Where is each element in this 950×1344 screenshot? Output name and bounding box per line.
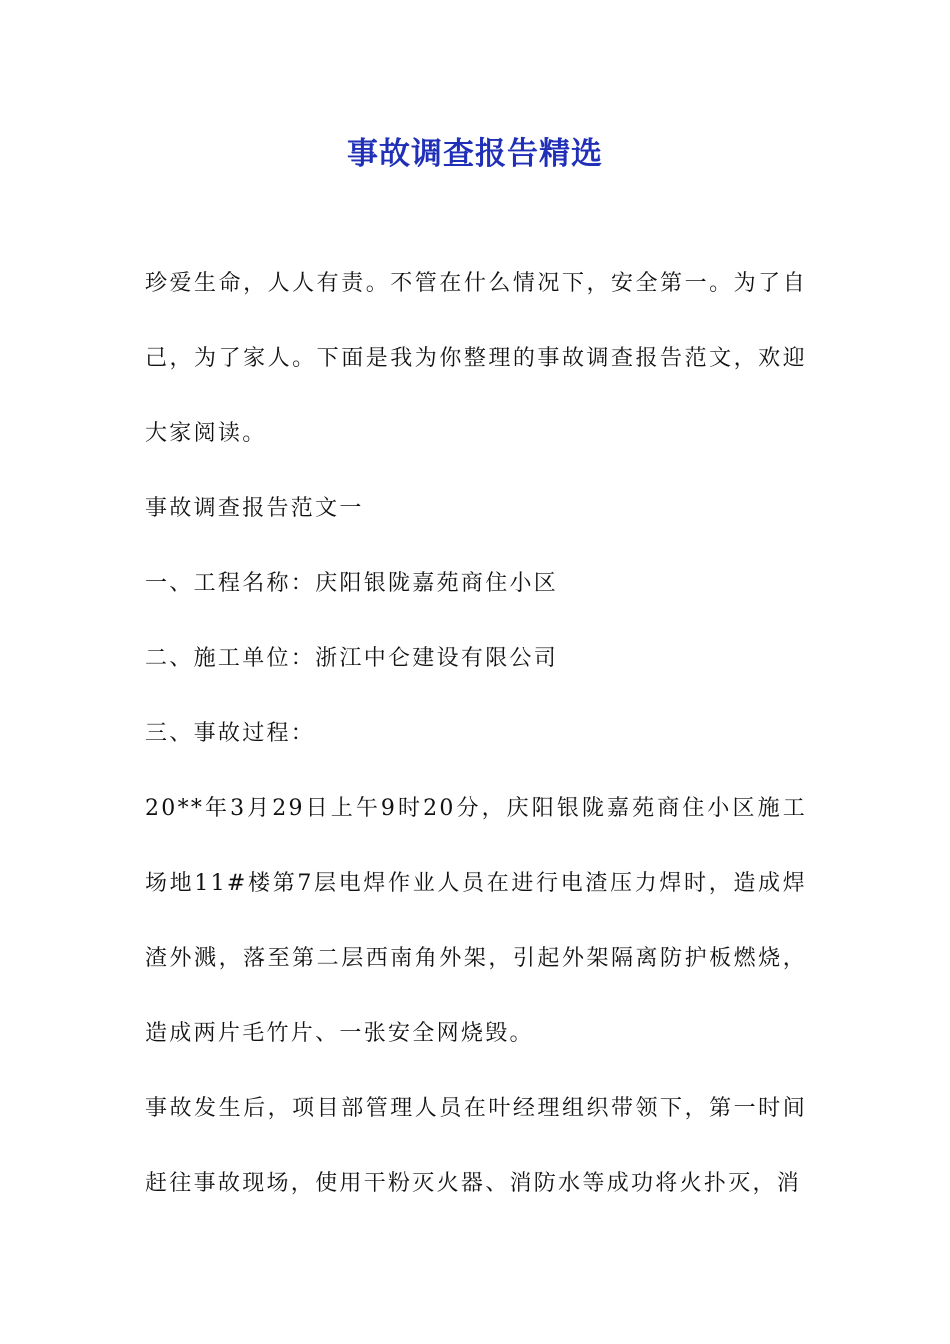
- construction-unit-line: 二、施工单位：浙江中仑建设有限公司: [145, 646, 559, 671]
- response-paragraph: 事故发生后，项目部管理人员在叶经理组织带领下，第一时间赶往事故现场，使用干粉灭火器、消防水等成功将火扑灭，消: [145, 1096, 807, 1196]
- section-heading: 事故调查报告范文一: [145, 496, 364, 521]
- accident-description-paragraph: 20**年3月29日上午9时20分，庆阳银陇嘉苑商住小区施工场地11#楼第7层电焊作业人员在进行电渣压力焊时，造成焊渣外溅，落至第二层西南角外架，引起外架隔离防护板燃烧，造成两片毛竹片、一张安全网烧毁。: [145, 796, 807, 1046]
- accident-process-heading: 三、事故过程：: [145, 721, 316, 746]
- project-name-line: 一、工程名称：庆阳银陇嘉苑商住小区: [145, 571, 559, 596]
- document-title: 事故调查报告精选: [347, 136, 603, 172]
- document-body: [145, 246, 807, 1221]
- intro-paragraph: 珍爱生命，人人有责。不管在什么情况下，安全第一。为了自己，为了家人。下面是我为你整理的事故调查报告范文，欢迎大家阅读。: [145, 271, 807, 446]
